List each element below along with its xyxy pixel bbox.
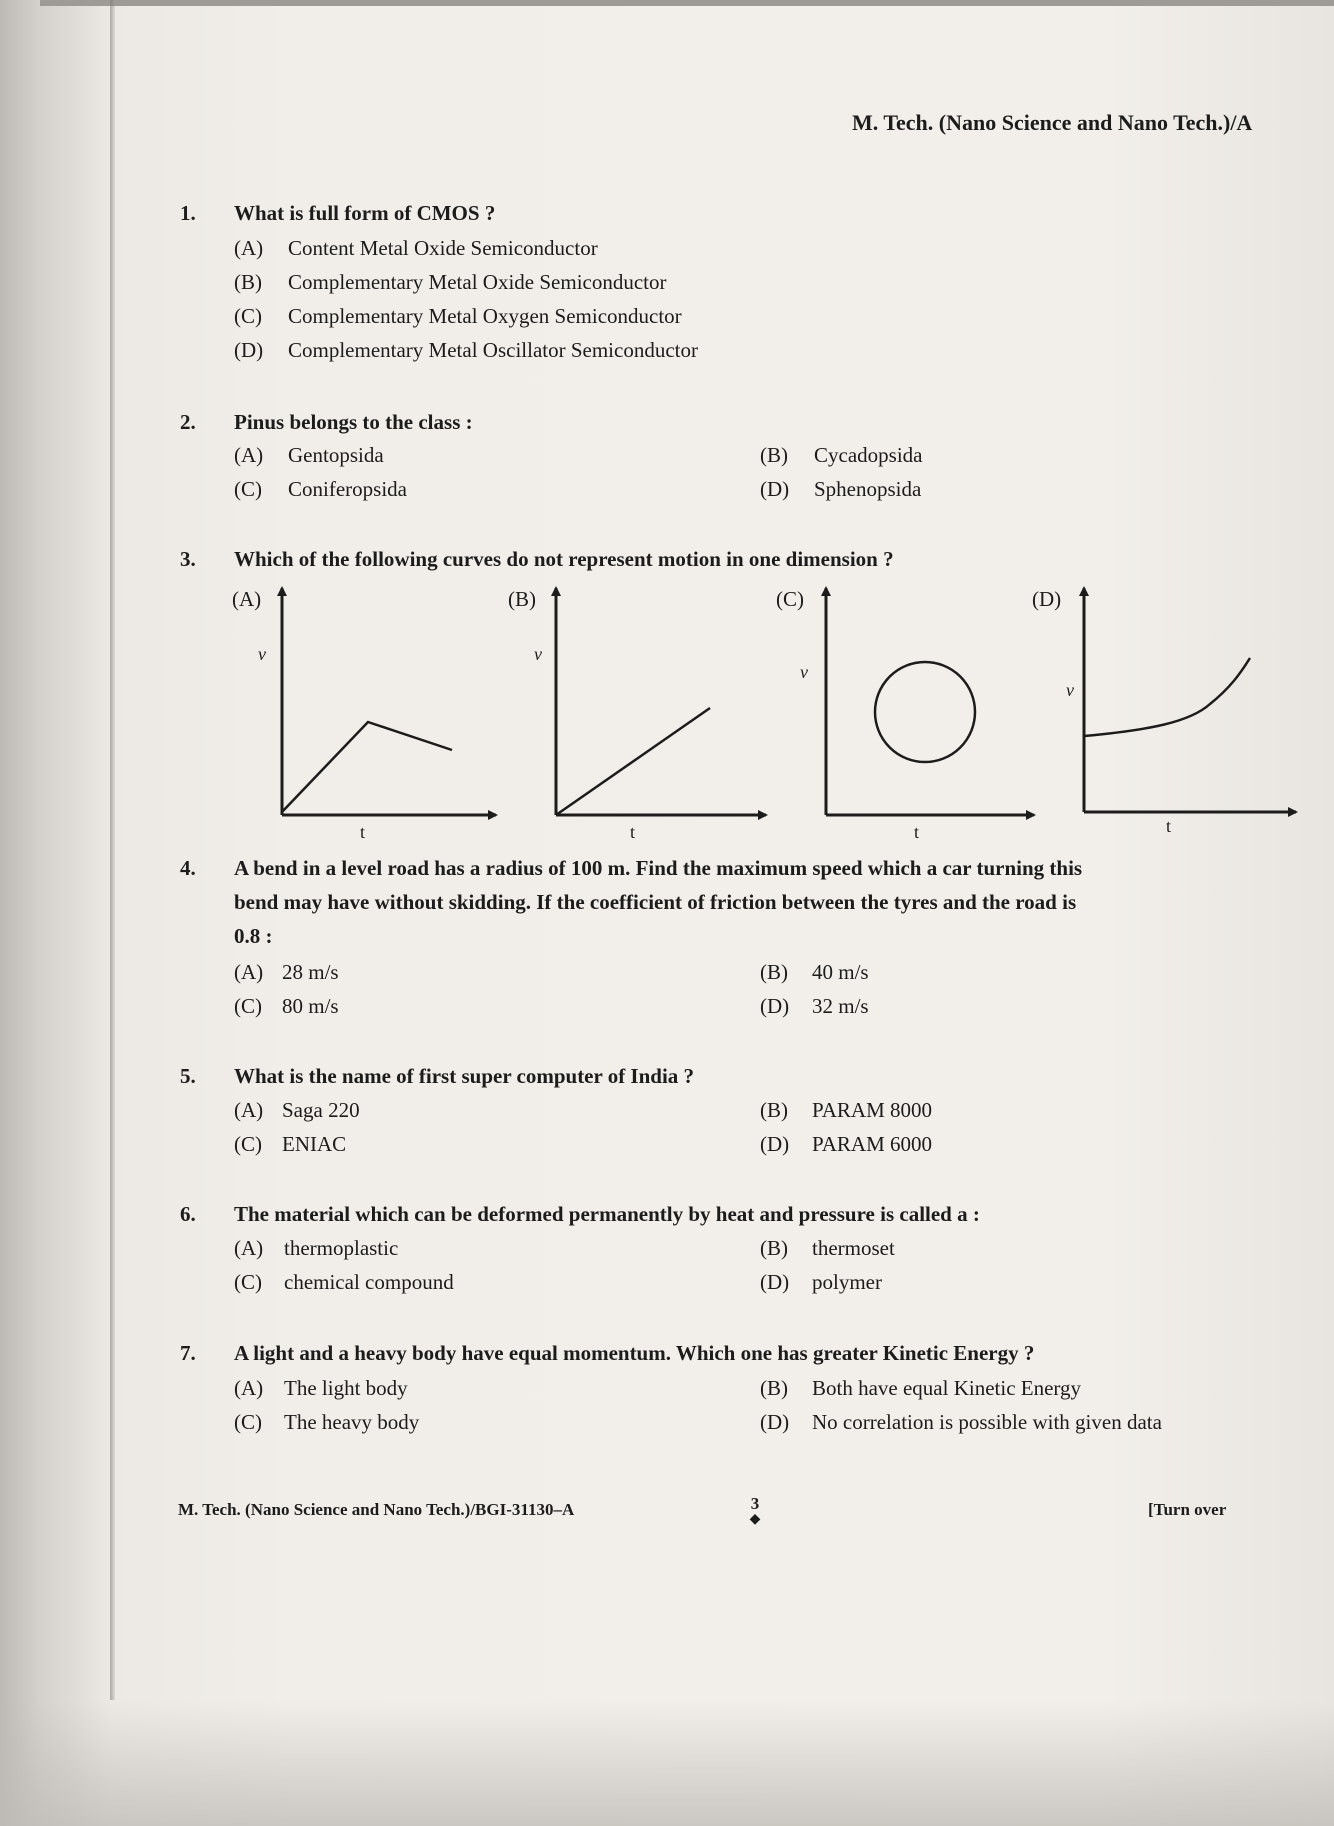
option-text: The light body (284, 1376, 408, 1400)
page-header-title: M. Tech. (Nano Science and Nano Tech.)/A (852, 110, 1253, 135)
option-label: (C) (234, 1270, 262, 1294)
question-text: What is the name of first super computer of India ? (234, 1064, 695, 1088)
question-number: 2. (180, 410, 196, 434)
question-number: 6. (180, 1202, 196, 1226)
graph-a (282, 588, 496, 815)
option-a (234, 443, 384, 468)
option-b (760, 1236, 895, 1261)
option-label: (A) (234, 443, 264, 467)
option-text: 32 m/s (812, 994, 869, 1018)
question-text-line-1: A bend in a level road has a radius of 100 m. Find the maximum speed which a car turning this (234, 856, 1083, 880)
option-c (234, 477, 407, 502)
question-text-line-2: bend may have without skidding. If the coefficient of friction between the tyres and the road is (234, 890, 1077, 914)
diamond-ornament-icon: ◆ (749, 1512, 761, 1527)
graph-a-t-label: t (360, 822, 366, 840)
option-a (234, 1098, 360, 1123)
graph-c (826, 588, 1034, 815)
graph-a-label: (A) (232, 587, 262, 611)
option-d (760, 1410, 1162, 1435)
option-text: polymer (812, 1270, 882, 1294)
option-label: (D) (760, 1410, 790, 1434)
graph-d-label: (D) (1032, 587, 1062, 611)
option-label: (D) (760, 994, 790, 1018)
graph-d-t-label: t (1166, 816, 1172, 836)
graph-b-v-label: v (534, 644, 542, 664)
option-b (760, 960, 869, 985)
option-c (234, 1270, 454, 1295)
graph-a-v-label: v (258, 644, 266, 664)
option-d (760, 477, 921, 502)
footer-code: M. Tech. (Nano Science and Nano Tech.)/BGI-31130–A (178, 1500, 575, 1519)
page-top-edge (40, 0, 1334, 6)
option-label: (C) (234, 1132, 262, 1156)
option-text: chemical compound (284, 1270, 454, 1294)
option-b (234, 270, 667, 295)
option-a (234, 1376, 408, 1401)
option-label: (C) (234, 304, 262, 328)
option-label: (B) (760, 1376, 788, 1400)
option-text: 40 m/s (812, 960, 869, 984)
option-d (760, 1270, 882, 1295)
option-label: (C) (234, 477, 262, 501)
option-d (234, 338, 698, 363)
option-text: ENIAC (282, 1132, 347, 1156)
option-text: thermoplastic (284, 1236, 399, 1260)
graph-c-v-label: v (800, 662, 808, 682)
question-text: The material which can be deformed permanently by heat and pressure is called a : (234, 1202, 980, 1226)
option-text: Complementary Metal Oxide Semiconductor (288, 270, 667, 294)
footer-page-number (745, 1494, 765, 1526)
option-label: (B) (760, 1098, 788, 1122)
option-a (234, 1236, 398, 1261)
option-label: (A) (234, 1098, 264, 1122)
graph-d-v-label: v (1066, 680, 1074, 700)
option-label: (B) (760, 1236, 788, 1260)
question-text: Which of the following curves do not represent motion in one dimension ? (234, 547, 894, 571)
option-text: Coniferopsida (288, 477, 407, 501)
question-text: What is full form of CMOS ? (234, 201, 496, 225)
question-number: 1. (180, 201, 196, 225)
question-number: 7. (180, 1341, 196, 1365)
option-b (760, 1098, 932, 1123)
graph-c-t-label: t (914, 822, 920, 840)
option-label: (A) (234, 1236, 264, 1260)
motion-graphs (220, 580, 1300, 840)
graph-b-curve (556, 708, 710, 815)
graph-b-label: (B) (508, 587, 536, 611)
question-number: 4. (180, 856, 196, 880)
option-text: No correlation is possible with given data (812, 1410, 1162, 1434)
option-label: (D) (760, 1270, 790, 1294)
graph-d-curve (1084, 658, 1250, 736)
option-text: Cycadopsida (814, 443, 923, 467)
option-a (234, 960, 339, 985)
page-number: 3 (750, 1494, 760, 1513)
question-number: 3. (180, 547, 196, 571)
option-d (760, 994, 869, 1019)
graph-c-curve (875, 662, 975, 762)
question-text: A light and a heavy body have equal momentum. Which one has greater Kinetic Energy ? (234, 1341, 1035, 1365)
option-text: PARAM 6000 (812, 1132, 933, 1156)
option-text: Content Metal Oxide Semiconductor (288, 236, 598, 260)
option-text: Saga 220 (282, 1098, 360, 1122)
option-text: PARAM 8000 (812, 1098, 933, 1122)
graph-c-label: (C) (776, 587, 804, 611)
option-label: (C) (234, 994, 262, 1018)
option-text: The heavy body (284, 1410, 420, 1434)
option-a (234, 236, 598, 261)
option-c (234, 994, 339, 1019)
binding-shadow (110, 0, 115, 1700)
option-text: Complementary Metal Oscillator Semiconductor (288, 338, 698, 362)
option-label: (C) (234, 1410, 262, 1434)
scan-bottom-shadow (0, 1700, 1334, 1826)
graph-d (1084, 588, 1296, 812)
option-label: (D) (760, 1132, 790, 1156)
option-d (760, 1132, 932, 1157)
option-label: (A) (234, 236, 264, 260)
graph-a-curve (282, 722, 452, 812)
graph-b (556, 588, 766, 815)
option-text: 80 m/s (282, 994, 339, 1018)
option-label: (B) (760, 960, 788, 984)
option-text: 28 m/s (282, 960, 339, 984)
option-text: Gentopsida (288, 443, 384, 467)
option-label: (A) (234, 1376, 264, 1400)
option-text: Complementary Metal Oxygen Semiconductor (288, 304, 682, 328)
option-c (234, 1410, 419, 1435)
option-label: (D) (234, 338, 264, 362)
option-c (234, 1132, 346, 1157)
question-text-line-3: 0.8 : (234, 924, 273, 948)
question-text: Pinus belongs to the class : (234, 410, 473, 434)
turn-over-label: [Turn over (1148, 1500, 1227, 1519)
option-label: (B) (234, 270, 262, 294)
option-label: (A) (234, 960, 264, 984)
option-label: (B) (760, 443, 788, 467)
question-number: 5. (180, 1064, 196, 1088)
option-text: Sphenopsida (814, 477, 922, 501)
option-text: thermoset (812, 1236, 895, 1260)
graph-b-t-label: t (630, 822, 636, 840)
option-b (760, 443, 922, 468)
option-text: Both have equal Kinetic Energy (812, 1376, 1082, 1400)
option-label: (D) (760, 477, 790, 501)
option-c (234, 304, 682, 329)
option-b (760, 1376, 1081, 1401)
